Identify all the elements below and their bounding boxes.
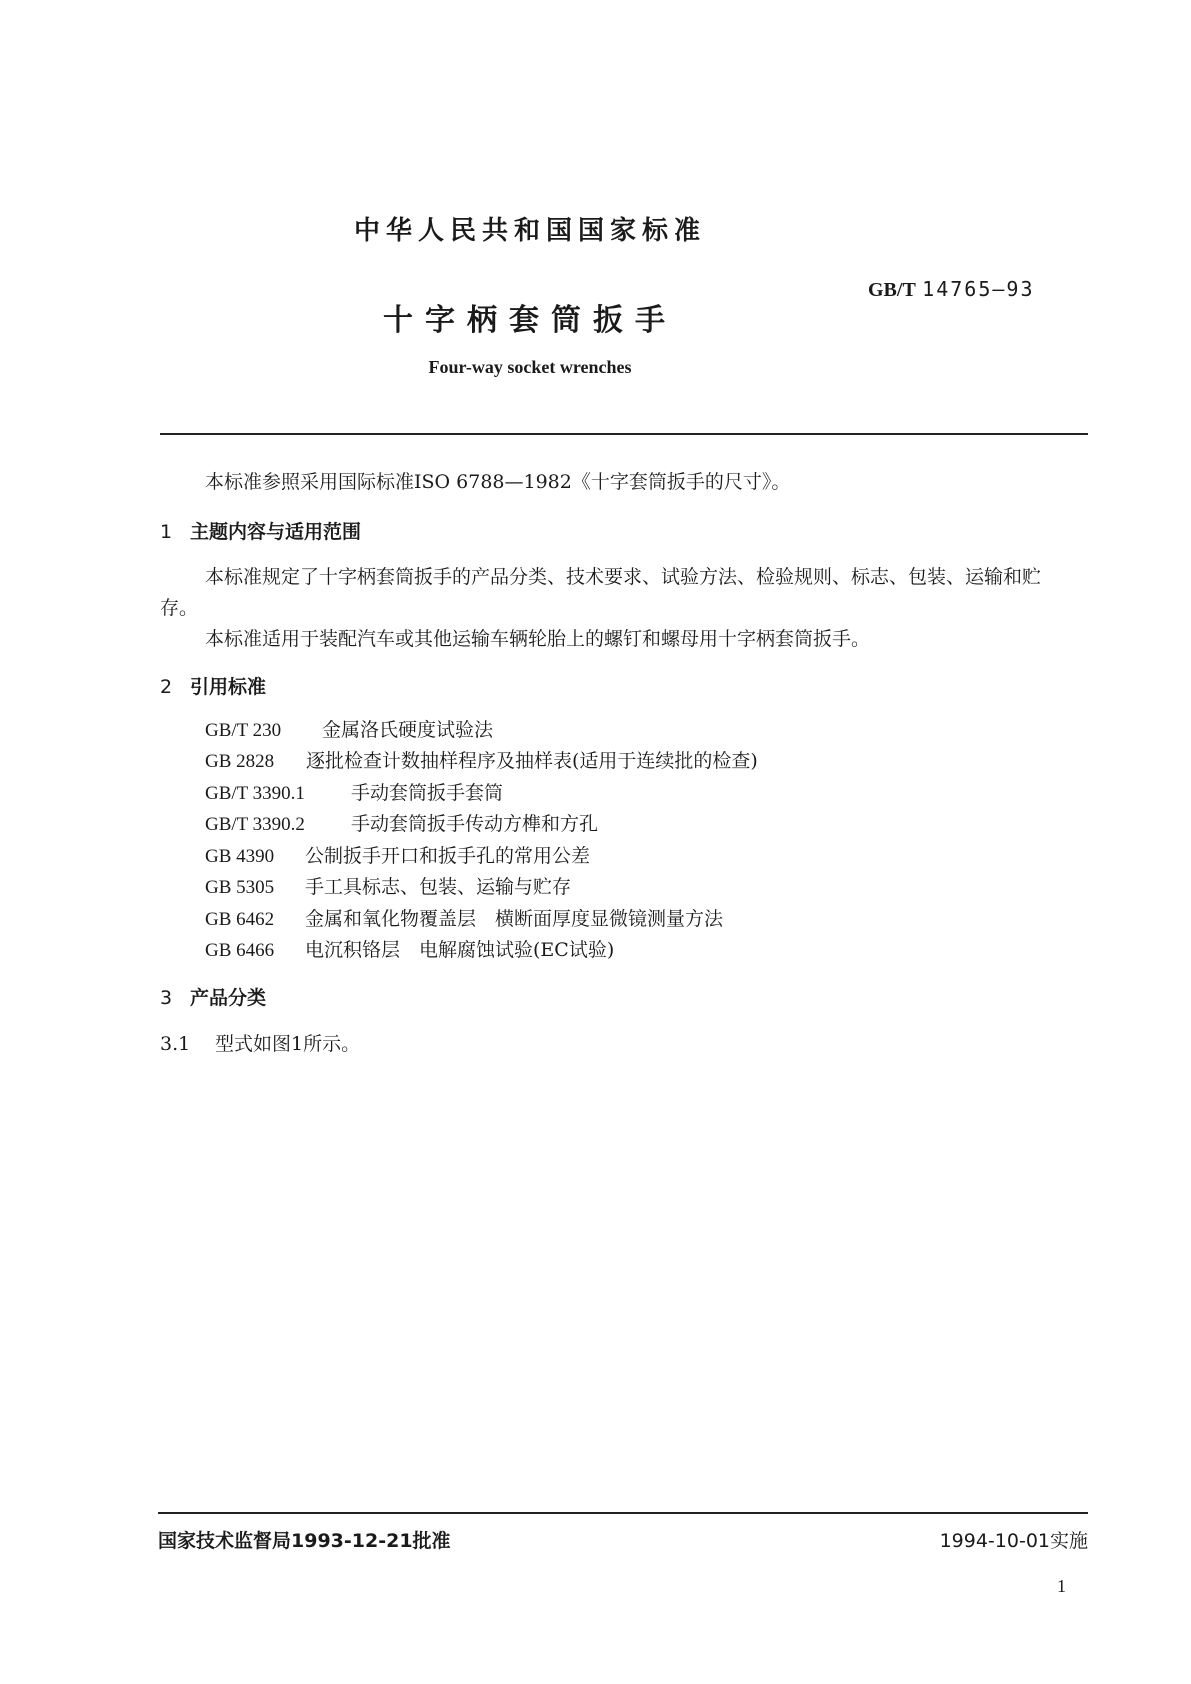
- reference-title: 公制扳手开口和扳手孔的常用公差: [305, 845, 591, 867]
- section-1-title: 主题内容与适用范围: [190, 521, 362, 543]
- reference-title: 金属和氧化物覆盖层 横断面厚度显微镜测量方法: [305, 908, 724, 930]
- reference-code: GB/T 3390.1: [205, 783, 305, 804]
- document-title-cn: 十字柄套筒扳手: [383, 303, 677, 338]
- reference-title: 手动套筒扳手传动方榫和方孔: [351, 813, 599, 835]
- reference-code: GB 6466: [205, 940, 275, 961]
- reference-title: 手工具标志、包装、运输与贮存: [305, 876, 572, 898]
- reference-code: GB 4390: [205, 846, 275, 867]
- reference-title: 手动套筒扳手套筒: [351, 782, 504, 804]
- reference-item: [205, 746, 758, 773]
- header-divider: [160, 433, 1088, 435]
- standard-code-number: 14765—93: [922, 277, 1035, 301]
- implementation-date: 1994-10-01实施: [939, 1530, 1088, 1552]
- reference-item: [205, 715, 493, 742]
- approval-statement: 国家技术监督局1993-12-21批准: [158, 1530, 451, 1552]
- document-title-en: Four-way socket wrenches: [428, 357, 632, 377]
- section-1-number: 1: [160, 521, 173, 543]
- section-1-heading: [160, 517, 361, 544]
- reference-title: 逐批检查计数抽样程序及抽样表(适用于连续批的检查): [306, 750, 758, 772]
- section-1-para1-line1: 本标准规定了十字柄套筒扳手的产品分类、技术要求、试验方法、检验规则、标志、包装、运输和贮: [205, 566, 1042, 588]
- reference-title: 电沉积铬层 电解腐蚀试验(EC试验): [305, 939, 615, 961]
- section-3-heading: [160, 983, 266, 1010]
- section-3-1-text: 型式如图1所示。: [215, 1033, 361, 1055]
- standard-code-prefix: GB/T: [868, 279, 916, 301]
- section-3-1: [160, 1029, 360, 1056]
- page-number: 1: [1057, 1576, 1066, 1596]
- section-1-para2: 本标准适用于装配汽车或其他运输车辆轮胎上的螺钉和螺母用十字柄套筒扳手。: [205, 628, 871, 650]
- reference-item: [205, 778, 503, 805]
- section-1-para1-line2: 存。: [160, 597, 199, 619]
- reference-code: GB 5305: [205, 877, 275, 898]
- section-3-number: 3: [160, 987, 173, 1009]
- intro-paragraph: 本标准参照采用国际标准ISO 6788—1982《十字套筒扳手的尺寸》。: [205, 471, 791, 493]
- reference-item: [205, 841, 590, 868]
- footer-divider: [158, 1512, 1088, 1514]
- section-3-title: 产品分类: [190, 987, 267, 1009]
- reference-item: [205, 935, 614, 962]
- section-2-heading: [160, 672, 266, 699]
- reference-code: GB 2828: [205, 751, 275, 772]
- reference-item: [205, 872, 571, 899]
- reference-item: [205, 809, 598, 836]
- reference-code: GB/T 3390.2: [205, 814, 305, 835]
- section-3-1-number: 3.1: [160, 1033, 191, 1055]
- reference-title: 金属洛氏硬度试验法: [322, 719, 494, 741]
- section-2-number: 2: [160, 676, 173, 698]
- national-standard-title: 中华人民共和国国家标准: [353, 216, 706, 246]
- reference-code: GB/T 230: [205, 720, 282, 741]
- section-2-title: 引用标准: [190, 676, 267, 698]
- reference-code: GB 6462: [205, 909, 275, 930]
- reference-item: [205, 904, 723, 931]
